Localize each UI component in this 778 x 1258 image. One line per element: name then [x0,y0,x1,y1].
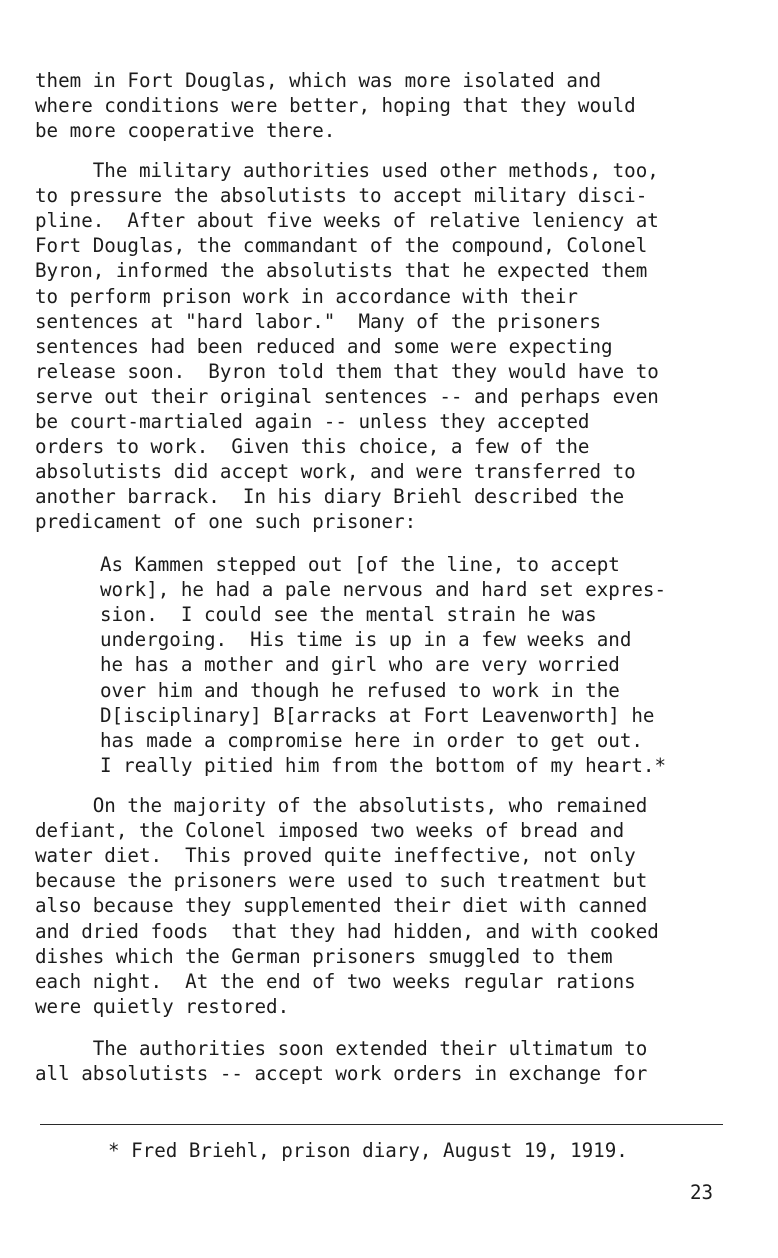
text-line: As Kammen stepped out [of the line, to accept [100,553,620,576]
text-line: be more cooperative there. [35,119,336,143]
footnote: * Fred Briehl, prison diary, August 19, 1919. [108,1139,628,1162]
text-line: be court-martialed again -- unless they accepted [35,410,590,433]
text-line: predicament of one such prisoner: [35,510,417,534]
text-line: because the prisoners were used to such treatment but [35,869,648,893]
text-line: sentences had been reduced and some were expecting [35,334,613,358]
text-line: he has a mother and girl who are very worried [100,653,620,677]
text-line: where conditions were better, hoping that they would [35,94,636,118]
text-line: release soon. Byron told them that they would have to [35,359,659,383]
text-line: to pressure the absolutists to accept military disci- [35,184,648,208]
text-line: Fort Douglas, the commandant of the compound, Colonel [35,234,648,258]
text-line: sentences at "hard labor." Many of the prisoners [35,309,602,333]
text-line: to perform prison work in accordance with their [35,284,578,308]
footnote-divider [40,1124,723,1125]
text-line: undergoing. His time is up in a few weeks and [100,628,632,652]
text-line: On the majority of the absolutists, who remained [35,794,648,817]
text-line: over him and though he refused to work in the [100,678,620,702]
text-line: each night. At the end of two weeks regular rations [35,969,636,993]
text-line: and dried foods that they had hidden, and with cooked [35,919,659,943]
text-line: I really pitied him from the bottom of my heart.* [100,753,667,777]
text-line: has made a compromise here in order to get out. [100,728,643,752]
text-line: dishes which the German prisoners smuggled to them [35,944,613,968]
text-line: work], he had a pale nervous and hard set expres- [100,578,667,602]
text-line: pline. After about five weeks of relative leniency at [35,209,659,233]
text-line: were quietly restored. [35,994,290,1018]
text-line: defiant, the Colonel imposed two weeks of bread and [35,819,625,843]
text-line: serve out their original sentences -- and perhaps even [35,384,659,408]
text-line: another barrack. In his diary Briehl described the [35,485,625,509]
text-line: sion. I could see the mental strain he was [100,603,597,627]
text-line: The authorities soon extended their ultimatum to [35,1037,648,1060]
text-line: water diet. This proved quite ineffective, not only [35,844,636,868]
text-line: absolutists did accept work, and were transferred to [35,460,636,484]
text-line: The military authorities used other methods, too, [35,159,659,182]
text-line: also because they supplemented their diet with canned [35,894,648,918]
text-line: them in Fort Douglas, which was more isolated and [35,69,602,92]
text-line: D[isciplinary] B[arracks at Fort Leavenworth] he [100,703,655,727]
text-line: Byron, informed the absolutists that he expected them [35,259,648,283]
page-number: 23 [690,1181,714,1204]
text-line: all absolutists -- accept work orders in exchange for [35,1062,648,1086]
text-line: orders to work. Given this choice, a few of the [35,435,590,459]
